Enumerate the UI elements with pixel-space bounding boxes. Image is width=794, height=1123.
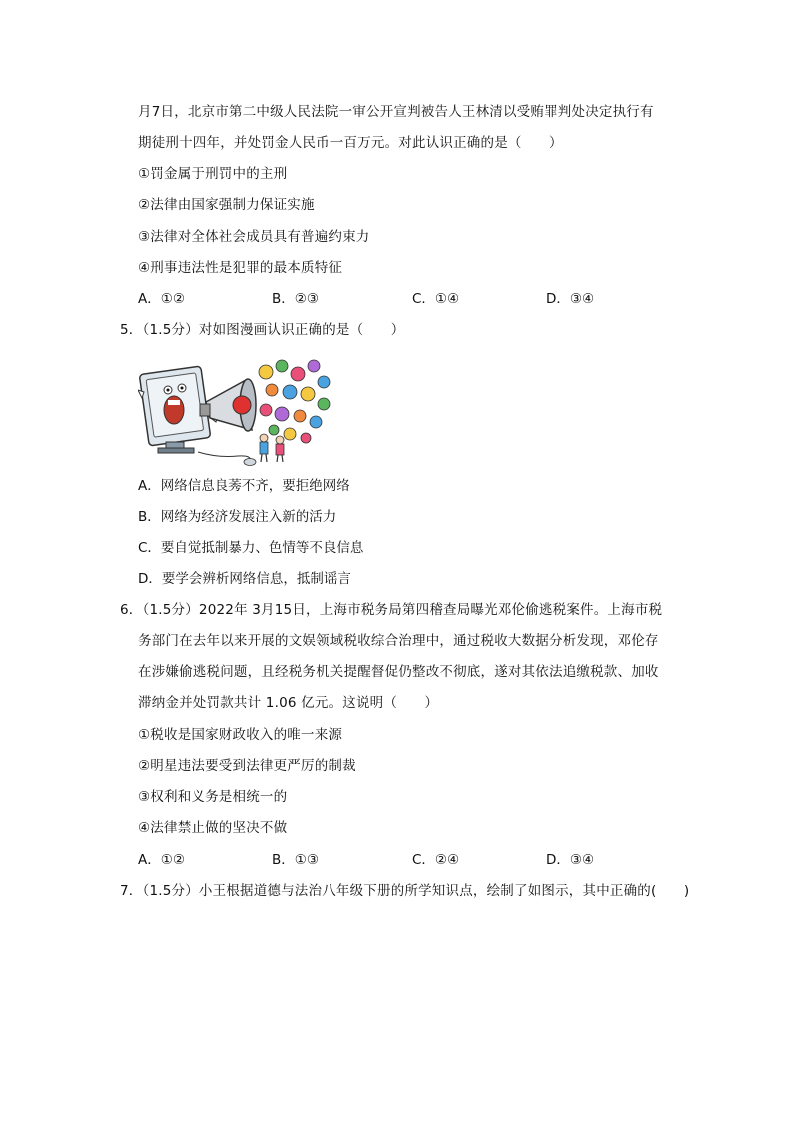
computer-mouse-icon	[198, 452, 256, 466]
q4-option-a[interactable]: A．①②	[138, 291, 185, 307]
q6-option-d[interactable]: D．③④	[546, 852, 595, 868]
q5-option-d[interactable]: D．要学会辨析网络信息，抵制谣言	[138, 571, 351, 587]
q4-statement-1: ①罚金属于刑罚中的主刑	[138, 166, 288, 182]
q4-statement-4: ④刑事违法性是犯罪的最本质特征	[138, 260, 343, 276]
q4-stem-line-2: 期徒刑十四年，并处罚金人民币一百万元。对此认识正确的是（ ）	[138, 135, 563, 151]
q6-stem-line-4: 滞纳金并处罚款共计 1.06 亿元。这说明（ ）	[138, 695, 439, 711]
q6-option-c[interactable]: C．②④	[412, 852, 460, 868]
q6-stem-line-3: 在涉嫌偷逃税问题，且经税务机关提醒督促仍整改不彻底，遂对其依法追缴税款、加收	[138, 664, 659, 680]
q5-option-a[interactable]: A．网络信息良莠不齐，要拒绝网络	[138, 478, 350, 494]
q6-option-b[interactable]: B．①③	[272, 852, 319, 868]
q4-option-b[interactable]: B．②③	[272, 291, 319, 307]
q7-stem: 7．（1.5分）小王根据道德与法治八年级下册的所学知识点，绘制了如图示，其中正确的( )	[120, 883, 690, 899]
q5-option-c[interactable]: C．要自觉抵制暴力、色情等不良信息	[138, 540, 364, 556]
q4-statement-2: ②法律由国家强制力保证实施	[138, 197, 315, 213]
information-bubbles-icon	[259, 360, 330, 443]
q6-statement-2: ②明星违法要受到法律更严厉的制裁	[138, 758, 356, 774]
q6-option-a[interactable]: A．①②	[138, 852, 185, 868]
q6-statement-1: ①税收是国家财政收入的唯一来源	[138, 727, 343, 743]
q6-stem-line-1: 6．（1.5分）2022年 3月15日，上海市税务局第四稽查局曝光邓伦偷逃税案件。上海市税	[120, 602, 663, 618]
internet-cartoon-image	[138, 358, 334, 466]
q4-option-d[interactable]: D．③④	[546, 291, 595, 307]
q4-option-c[interactable]: C．①④	[412, 291, 460, 307]
q4-statement-3: ③法律对全体社会成员具有普遍约束力	[138, 229, 370, 245]
q6-statement-4: ④法律禁止做的坚决不做	[138, 820, 288, 836]
q5-option-b[interactable]: B．网络为经济发展注入新的活力	[138, 509, 337, 525]
q6-stem-line-2: 务部门在去年以来开展的文娱领域税收综合治理中，通过税收大数据分析发现，邓伦存	[138, 633, 659, 649]
people-icon	[260, 434, 284, 462]
q5-stem: 5．（1.5分）对如图漫画认识正确的是（ ）	[120, 322, 405, 338]
q4-stem-line-1: 月7日，北京市第二中级人民法院一审公开宣判被告人王林清以受贿罪判处决定执行有	[138, 104, 654, 120]
q6-statement-3: ③权利和义务是相统一的	[138, 789, 288, 805]
